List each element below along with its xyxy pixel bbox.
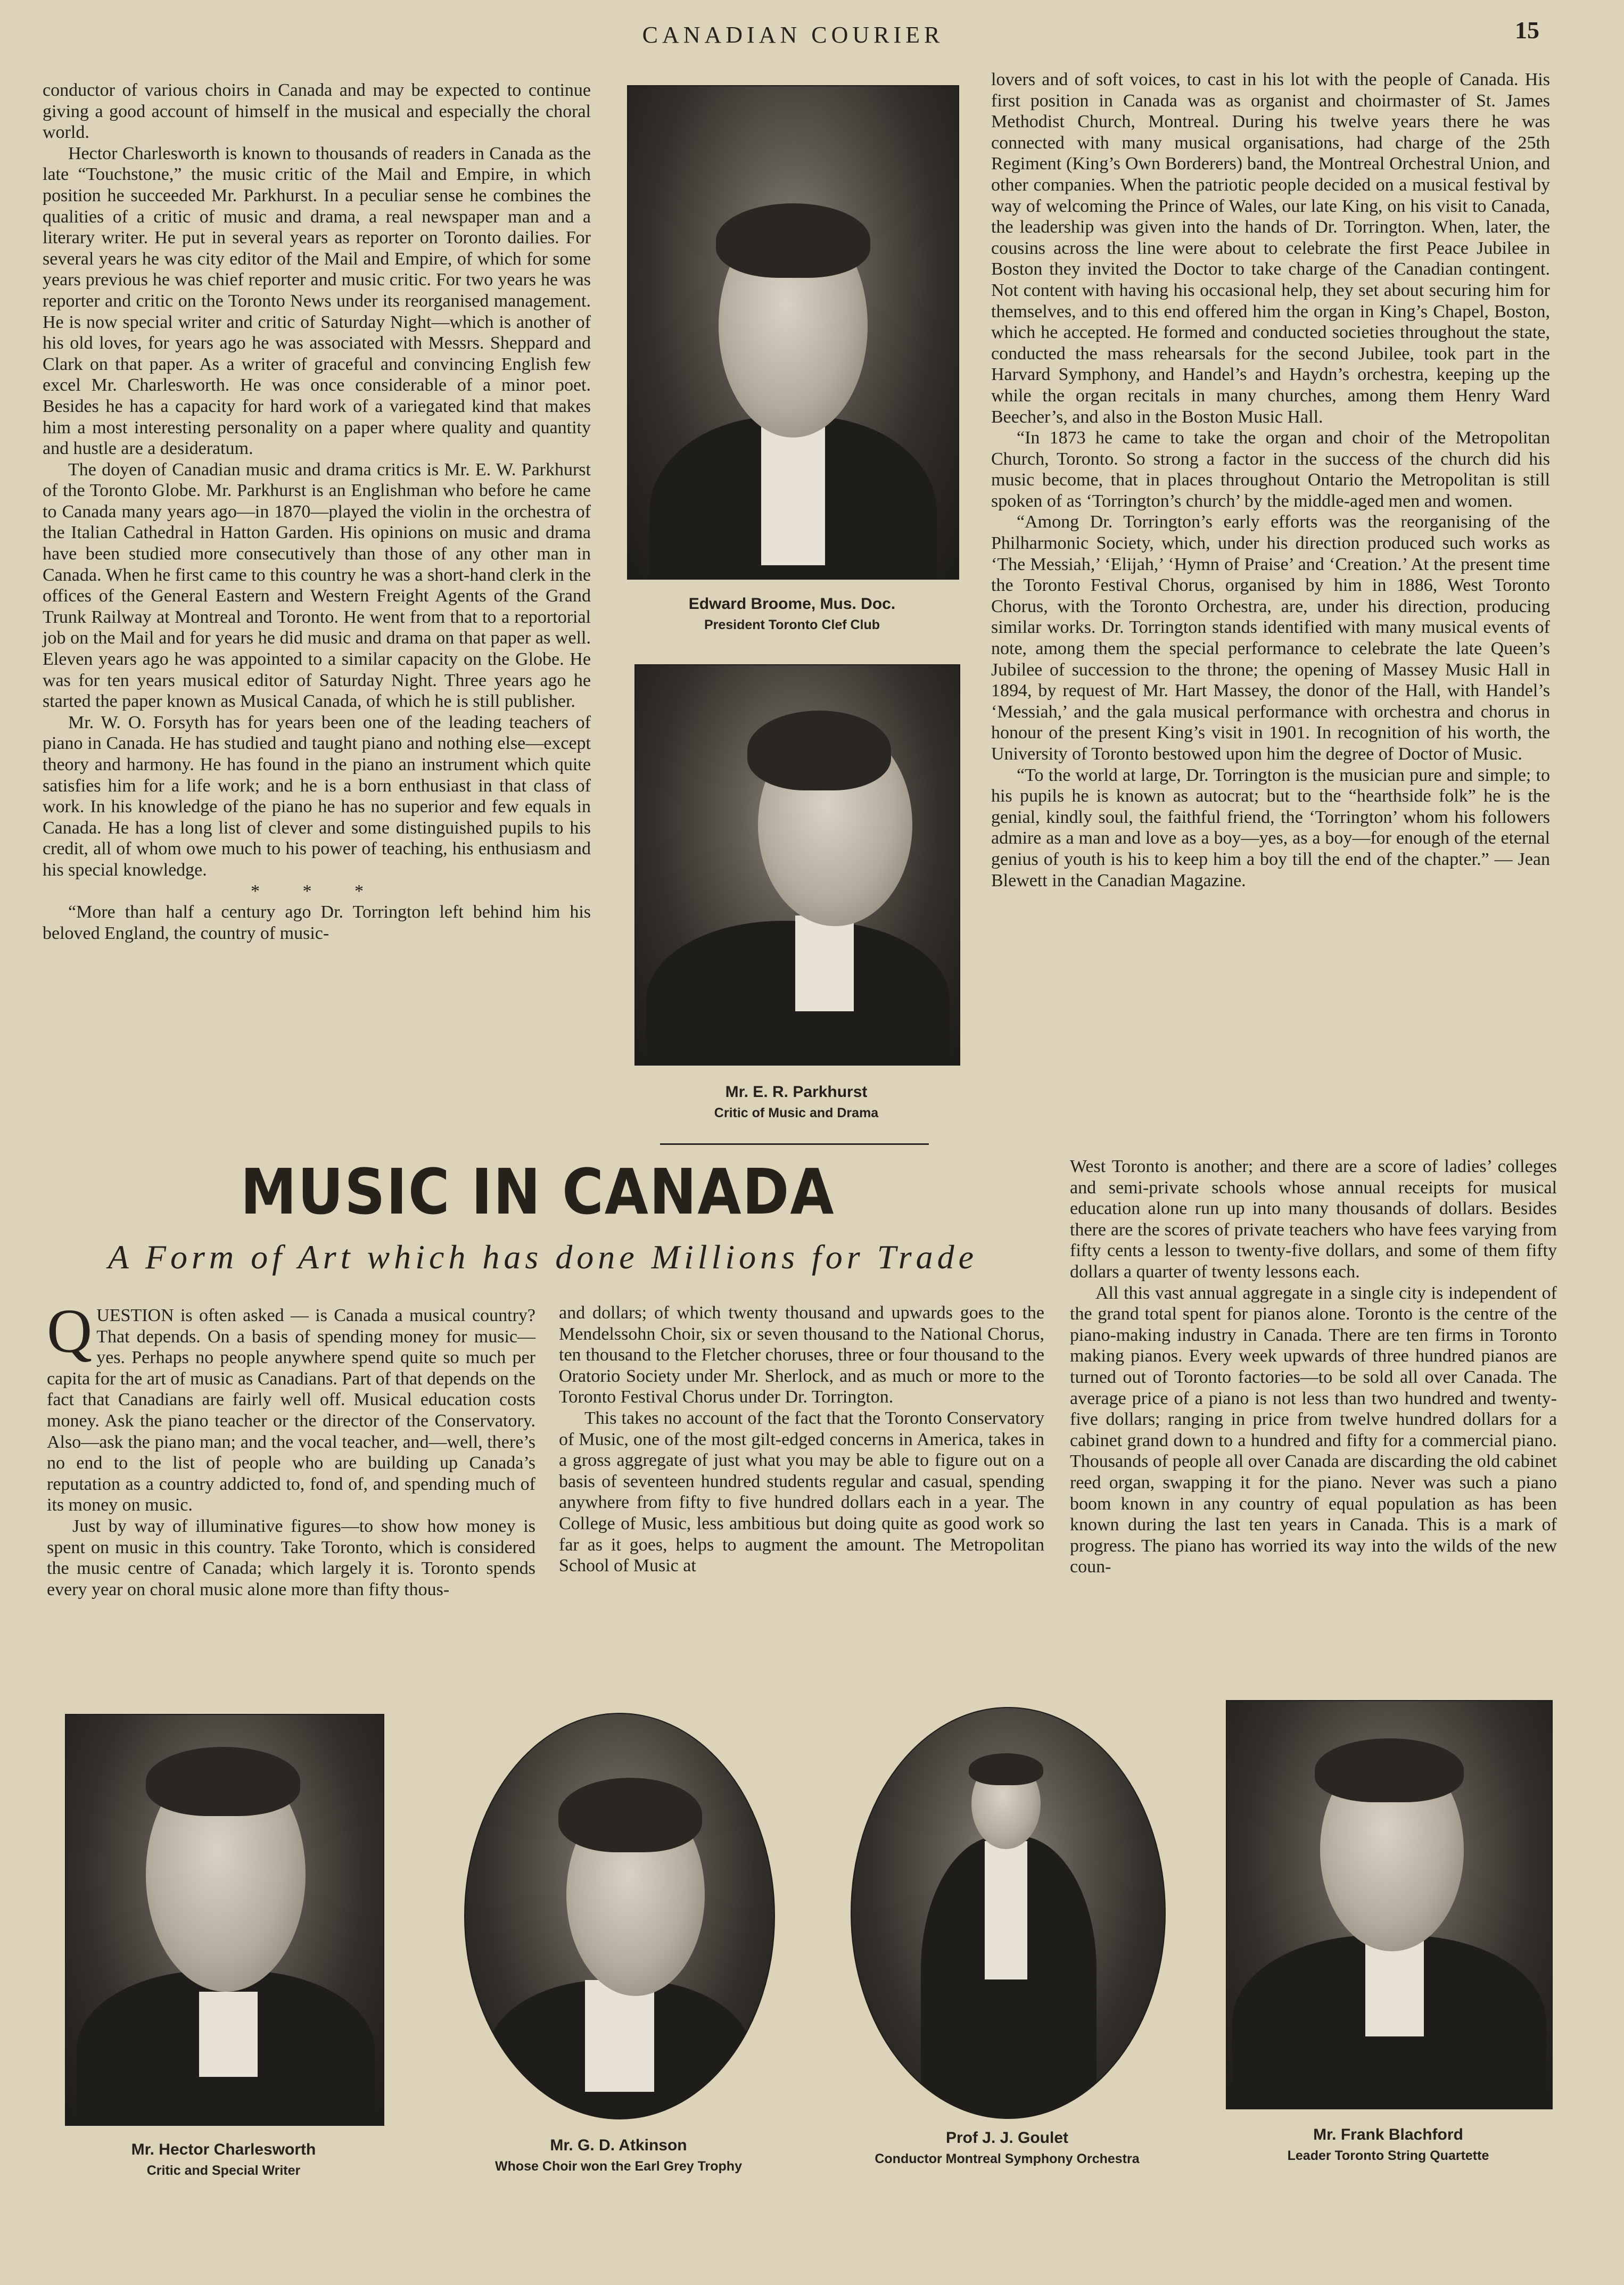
portrait-frank-blachford bbox=[1226, 1700, 1553, 2109]
caption-role: Critic and Special Writer bbox=[146, 2163, 301, 2178]
drop-cap: Q bbox=[47, 1296, 93, 1366]
paragraph: “In 1873 he came to take the organ and choir of the Metropolitan Church, Toronto. So strong a factor in the success of the church did his music become, that in places throughout Ontario the Metropolitan is still spoken of as ‘Torrington’s church’ by the middle-aged men and women. bbox=[991, 428, 1550, 511]
paragraph: This takes no account of the fact that the Toronto Conservatory of Music, one of the most gilt-edged concerns in America, takes in a gross aggregate of just what you may be able to figure out on a basis of seventeen hundred students regular and casual, spending anywhere from fifty to five hundred dollars each in a year. The College of Music, less ambitious but doing quite as good work so far as it goes, helps to augment the amount. The Metropolitan School of Music at bbox=[559, 1408, 1044, 1576]
top-left-column bbox=[43, 80, 591, 1123]
paragraph: Just by way of illuminative figures—to show how money is spent on music in this country. Take Toronto, which is considered the music centre of Canada; which largely it is. Toronto spends every year on choral music alone more than fifty thous- bbox=[47, 1516, 535, 1599]
paragraph: Hector Charlesworth is known to thousands of readers in Canada as the late “Touchstone,” the music critic of the Mail and Empire, in which position he succeeded Mr. Parkhurst. In a peculiar sense he combines the qualities of a critic of music and drama, a real newspaper man and a literary writer. He put in several years as reporter on Toronto dailies. For several years he was city editor of the Mail and Empire, of which for some years previous he was chief reporter and music critic. For two years he was reporter and critic on the Toronto News under its reorganised management. He is now special writer and critic of Saturday Night—which is another of his old loves, for years ago he was associated with Messrs. Sheppard and Clark on that paper. As a writer of graceful and convincing English few excel Mr. Charlesworth. He was once considerable of a minor poet. Besides he has a capacity for hard work of a variegated kind that makes him a most interesting personality on a paper where quality and quantity and hustle are a desideratum. bbox=[43, 143, 591, 459]
article-column-3 bbox=[1070, 1156, 1557, 1688]
caption-name: Mr. E. R. Parkhurst bbox=[725, 1083, 868, 1101]
paragraph: conductor of various choirs in Canada and may be expected to continue giving a good account of himself in the musical and especially the choral world. bbox=[43, 80, 591, 143]
caption-role: President Toronto Clef Club bbox=[704, 617, 880, 632]
top-right-column bbox=[991, 69, 1550, 1123]
portrait-e-r-parkhurst bbox=[634, 664, 960, 1066]
caption-role: Whose Choir won the Earl Grey Trophy bbox=[495, 2159, 742, 2174]
paragraph: “To the world at large, Dr. Torrington is the musician pure and simple; to his pupils he is known as autocrat; but to the “hearthside folk” he is the genial, kindly soul, the faithful friend, the ‘Torrington’ whom his followers admire as a man and love as a boy—yes, as a boy—for enough of the eternal genius of youth is his to keep him a boy till the end of the chapter.” — Jean Blewett in the Canadian Magazine. bbox=[991, 765, 1550, 890]
section-rule bbox=[660, 1143, 929, 1145]
paragraph: “More than half a century ago Dr. Torrington left behind him his beloved England, the country of music- bbox=[43, 902, 591, 943]
caption-name: Prof J. J. Goulet bbox=[945, 2129, 1069, 2147]
caption-role: Conductor Montreal Symphony Orchestra bbox=[875, 2151, 1140, 2166]
portrait-g-d-atkinson bbox=[464, 1713, 775, 2119]
caption-name: Edward Broome, Mus. Doc. bbox=[688, 595, 896, 613]
paragraph: All this vast annual aggregate in a single city is independent of the grand total spent for pianos alone. Toronto is the centre of the piano-making industry in Canada. There are ten firms in Toronto making pianos. Every week upwards of three hundred pianos are turned out of Toronto factories—to be sold all over Canada. The average price of a piano is not less than two hundred and twenty-five dollars; ranging in price from twelve hundred dollars for a cabinet grand down to a hundred and fifty for a commercial piano. Thousands of people all over Canada are discarding the old cabinet reed organ, swapping it for the piano. Never was such a piano boom known in any country of equal population as has been known during the last ten years in Canada. This is a mark of progress. The piano has worried its way into the wilds of the new coun- bbox=[1070, 1283, 1557, 1577]
paragraph: “Among Dr. Torrington’s early efforts was the reorganising of the Philharmonic Society, which, under his direction produced such works as ‘The Messiah,’ ‘Elijah,’ ‘Hymn of Praise’ and ‘Creation.’ At the present time the Toronto Festival Chorus, organised by him in 1886, West Toronto Chorus, with the Toronto Orchestra, are, under his direction, producing similar works. Dr. Torrington stands identified with many musical events of note, among them the special performance to celebrate the late Queen’s Jubilee of succession to the throne; the opening of Massey Music Hall in 1894, by request of Mr. Hart Massey, the donor of the Hall, with Handel’s ‘Messiah,’ and the gala musical performance with orchestra and chorus in honour of the present King’s visit in 1901. In recognition of his worth, the University of Toronto bestowed upon him the degree of Doctor of Music. bbox=[991, 512, 1550, 764]
paragraph-text: UESTION is often asked — is Canada a musical country? That depends. On a basis of spending money for music—yes. Perhaps no people anywhere spend quite so much per capita for the art of music as Canadians. Part of that depends on the fact that Canadians are fairly well off. Musical education costs money. Ask the piano teacher or the director of the Conservatory. Also—ask the piano man; and the vocal teacher, and—well, there’s no end to the list of people who are building up Canada’s reputation as a country addicted to, fond of, and spending much of its money on music. bbox=[47, 1306, 535, 1515]
paragraph bbox=[47, 1296, 535, 1516]
caption-name: Mr. Hector Charlesworth bbox=[131, 2141, 316, 2158]
page-number: 15 bbox=[1515, 17, 1539, 44]
portrait-hector-charlesworth bbox=[65, 1714, 384, 2126]
portrait-edward-broome bbox=[627, 85, 959, 580]
section-break: * * * bbox=[251, 881, 383, 901]
article-column-1 bbox=[47, 1296, 535, 1688]
article-subtitle: A Form of Art which has done Millions for Trade bbox=[108, 1238, 978, 1276]
paragraph: West Toronto is another; and there are a score of ladies’ colleges and semi-private schools whose annual receipts for musical education alone run up into many thousands of dollars. Besides there are the scores of private teachers who have fees varying from fifty cents a lesson to twenty-five dollars, and some of them fifty dollars a quarter of twenty lessons each. bbox=[1070, 1157, 1557, 1282]
portrait-j-j-goulet bbox=[851, 1707, 1166, 2119]
paragraph: and dollars; of which twenty thousand and upwards goes to the Mendelssohn Choir, six or seven thousand to the National Chorus, ten thousand to the Fletcher choruses, three or four thousand to the Oratorio Society under Mr. Sherlock, and as much or more to the Toronto Festival Chorus under Dr. Torrington. bbox=[559, 1303, 1044, 1407]
paragraph: lovers and of soft voices, to cast in his lot with the people of Canada. His first position in Canada was as organist and choirmaster of St. James Methodist Church, Montreal. During his twelve years there he was connected with many musical organisations, had charge of the 25th Regiment (King’s Own Borderers) band, the Montreal Orchestral Union, and other companies. When the patriotic people decided on a musical festival by way of welcoming the Prince of Wales, our late King, on his visit to Canada, the leadership was given into the hands of Dr. Torrington. When, later, the cousins across the line were about to celebrate the first Peace Jubilee in Boston they invited the Doctor to take charge of the Canadian contingent. Not content with having his occasional help, they set about securing him for themselves, and to this end offered him the organ in King’s Chapel, Boston, which he accepted. He formed and conducted societies throughout the state, conducted the mass rehearsals for the second Jubilee, took part in the Harvard Symphony, and Handel’s and Haydn’s orchestra, keeping up the while the organ recitals in many churches, among them Henry Ward Beecher’s, and also in the Boston Music Hall. bbox=[991, 70, 1550, 427]
article-title: MUSIC IN CANADA bbox=[240, 1155, 835, 1228]
caption-name: Mr. G. D. Atkinson bbox=[550, 2136, 687, 2154]
paragraph: Mr. W. O. Forsyth has for years been one of the leading teachers of piano in Canada. He has studied and taught piano and nothing else—except theory and harmony. He has found in the piano an instrument which quite satisfies him for a life work; and he is a born enthusiast in that class of work. In his knowledge of the piano he has no superior and few equals in Canada. He has a long list of clever and some distinguished pupils to his credit, all of whom owe much to his power of teaching, his enthusiasm and his special knowledge. bbox=[43, 712, 591, 880]
caption-role: Critic of Music and Drama bbox=[714, 1106, 879, 1120]
caption-role: Leader Toronto String Quartette bbox=[1287, 2148, 1489, 2163]
caption-name: Mr. Frank Blachford bbox=[1313, 2126, 1463, 2143]
running-title: CANADIAN COURIER bbox=[642, 22, 944, 48]
paragraph: The doyen of Canadian music and drama critics is Mr. E. W. Parkhurst of the Toronto Globe. Mr. Parkhurst is an Englishman who before he came to Canada many years ago—in 1870—played the violin in the orchestra of the Italian Cathedral in Hatton Garden. His opinions on music and drama have been studied more consecutively than those of any other man in Canada. When he first came to this country he was a short-hand clerk in the offices of the General Eastern and Western Freight Agents of the Grand Trunk Railway at Montreal and Toronto. He went from that to a reportorial job on the Mail and for years he did music and drama on that paper as well. Eleven years ago he was appointed to a similar capacity on the Globe. He was for ten years musical editor of Saturday Night. Three years ago he started the paper known as Musical Canada, of which he is still publisher. bbox=[43, 459, 591, 712]
article-column-2 bbox=[559, 1302, 1044, 1686]
